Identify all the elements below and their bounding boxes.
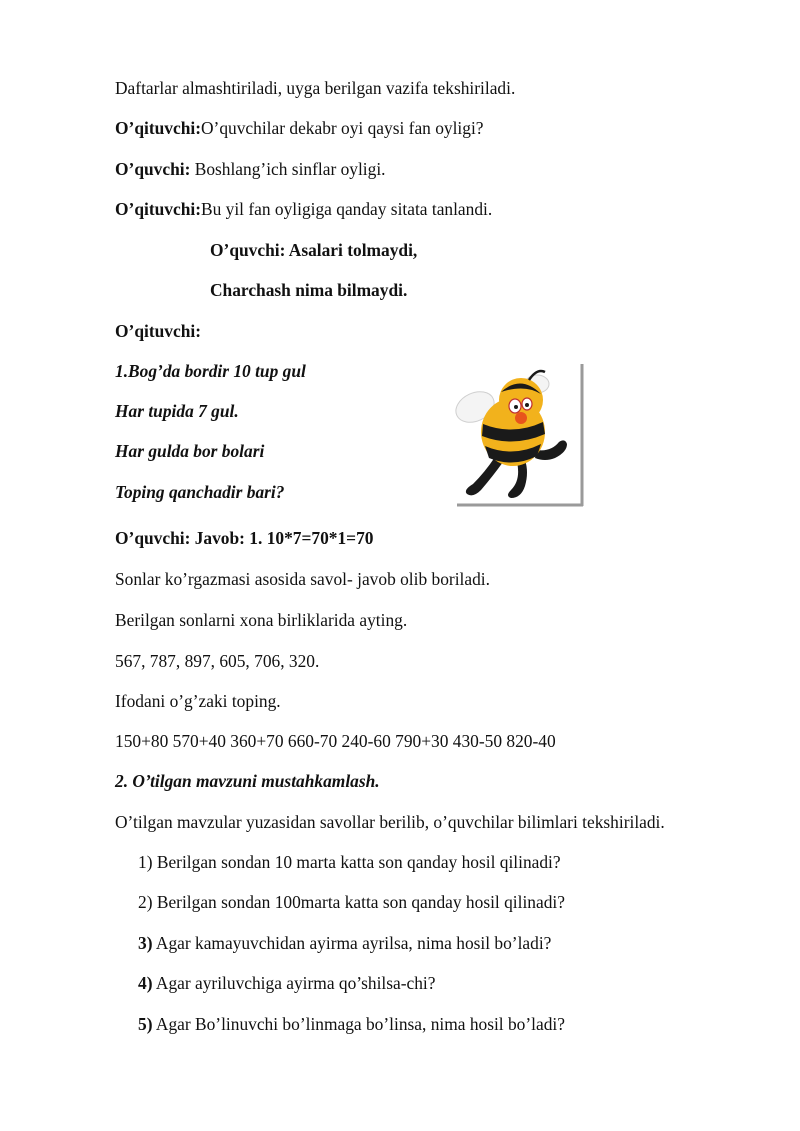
speaker-label: O’qituvchi: <box>115 118 201 138</box>
question-text: Agar Bo’linuvchi bo’linmaga bo’linsa, nima hosil bo’ladi? <box>152 1014 565 1034</box>
dialogue-line <box>115 198 492 220</box>
question-number: 2) <box>138 892 153 912</box>
text-line: Sonlar ko’rgazmasi asosida savol- javob olib boriladi. <box>115 569 490 589</box>
quote-line: O’quvchi: Asalari tolmaydi, <box>210 240 418 260</box>
text-line: Berilgan sonlarni xona birliklarida ayting. <box>115 610 408 630</box>
dialogue-line <box>115 117 484 139</box>
bee-icon <box>455 362 585 508</box>
text-line: Daftarlar almashtiriladi, uyga berilgan vazifa tekshiriladi. <box>115 78 516 98</box>
poem-line: Har tupida 7 gul. <box>115 401 239 421</box>
numbers-line: 567, 787, 897, 605, 706, 320. <box>115 651 320 671</box>
dialogue-text: O’quvchilar dekabr oyi qaysi fan oyligi? <box>201 118 484 138</box>
question-number: 5) <box>138 1014 153 1034</box>
poem-line: Har gulda bor bolari <box>115 441 265 461</box>
question-item <box>138 851 561 873</box>
speaker-label: O’qituvchi: <box>115 321 201 341</box>
poem-line: 1.Bog’da bordir 10 tup gul <box>115 361 306 381</box>
question-number: 3) <box>138 933 153 953</box>
expressions-line: 150+80 570+40 360+70 660-70 240-60 790+30 430-50 820-40 <box>115 731 556 751</box>
question-number: 1) <box>138 852 153 872</box>
text-line: Ifodani o’g’zaki toping. <box>115 691 281 711</box>
question-item <box>138 891 565 913</box>
question-item <box>138 972 436 994</box>
dialogue-line <box>115 158 386 180</box>
dialogue-text: Bu yil fan oyligiga qanday sitata tanlandi. <box>201 199 493 219</box>
question-text: Agar ayriluvchiga ayirma qo’shilsa-chi? <box>152 973 436 993</box>
speaker-label: O’quvchi: <box>115 159 191 179</box>
dialogue-text: Boshlang’ich sinflar oyligi. <box>190 159 386 179</box>
question-text: Agar kamayuvchidan ayirma ayrilsa, nima hosil bo’ladi? <box>152 933 552 953</box>
poem-line: Toping qanchadir bari? <box>115 482 285 502</box>
section-heading: 2. O’tilgan mavzuni mustahkamlash. <box>115 771 380 791</box>
answer-line: O’quvchi: Javob: 1. 10*7=70*1=70 <box>115 528 374 548</box>
bee-illustration <box>455 362 585 508</box>
question-number: 4) <box>138 973 153 993</box>
quote-line: Charchash nima bilmaydi. <box>210 280 408 300</box>
question-text: Berilgan sondan 10 marta katta son qanday hosil qilinadi? <box>152 852 561 872</box>
text-line: O’tilgan mavzular yuzasidan savollar berilib, o’quvchilar bilimlari tekshiriladi. <box>115 812 665 832</box>
question-item <box>138 1013 565 1035</box>
question-item <box>138 932 551 954</box>
speaker-label: O’qituvchi: <box>115 199 201 219</box>
question-text: Berilgan sondan 100marta katta son qanday hosil qilinadi? <box>152 892 565 912</box>
